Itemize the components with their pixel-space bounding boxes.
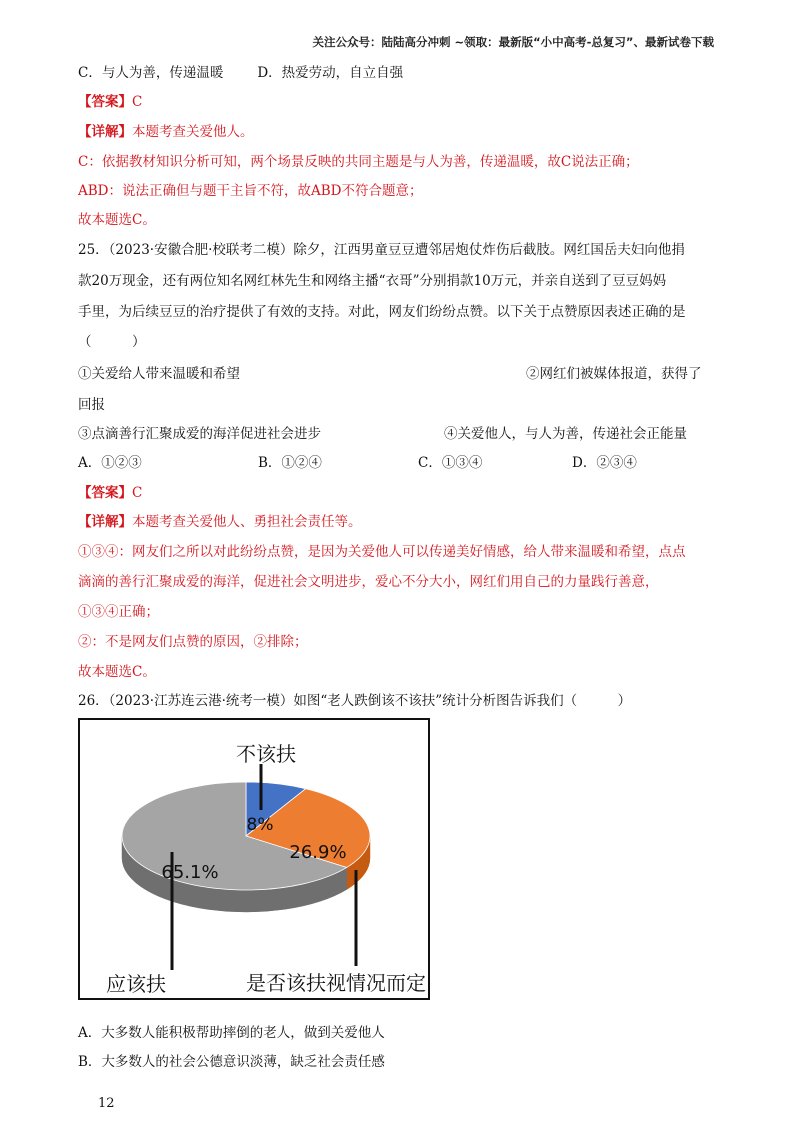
q25-conclusion: 故本题选C。 bbox=[78, 664, 156, 680]
answer-tag: 【答案】 bbox=[78, 94, 132, 110]
pie-value-label-0: 8% bbox=[246, 815, 274, 835]
q25-stem-2: 款20万现金，还有两位知名网红林先生和网络主播“衣哥”分别捐款10万元，并亲自送到了豆豆妈妈 bbox=[78, 273, 667, 289]
pie-category-label-1: 是否该扶视情况而定 bbox=[246, 971, 426, 995]
q24-options bbox=[78, 63, 403, 83]
q25-answer bbox=[78, 483, 142, 503]
q25-item-4: ④关爱他人，与人为善，传递社会正能量 bbox=[444, 426, 687, 442]
answer-value: C bbox=[132, 94, 143, 110]
answer-value: C bbox=[132, 485, 143, 501]
q25-blank: （ ） bbox=[78, 334, 146, 350]
q26-option-b: B．大多数人的社会公德意识淡薄，缺乏社会责任感 bbox=[78, 1054, 385, 1070]
pie-category-label-2: 应该扶 bbox=[106, 972, 166, 996]
pie-category-label-0: 不该扶 bbox=[236, 742, 296, 766]
q25-item-2-cont: 回报 bbox=[78, 397, 105, 413]
page-number: 12 bbox=[98, 1096, 115, 1111]
detail-tag: 【详解】 bbox=[78, 514, 132, 530]
q24-conclusion: 故本题选C。 bbox=[78, 212, 156, 228]
q25-item-3: ③点滴善行汇聚成爱的海洋促进社会进步 bbox=[78, 426, 321, 442]
q25-analysis-1: ①③④：网友们之所以对此纷纷点赞，是因为关爱他人可以传递美好情感，给人带来温暖和希望，点点 bbox=[78, 544, 686, 560]
pie-value-label-1: 26.9% bbox=[289, 842, 347, 863]
q25-option-d: D．②③④ bbox=[572, 455, 637, 471]
page-header: 关注公众号：陆陆高分冲刺 ~领取：最新版“小中高考-总复习”、最新试卷下载 bbox=[312, 35, 714, 49]
pie-chart bbox=[78, 718, 430, 1000]
detail-text: 本题考查关爱他人、勇担社会责任等。 bbox=[132, 514, 362, 530]
q25-item-1: ①关爱给人带来温暖和希望 bbox=[78, 366, 240, 382]
q25-stem-1: 25．（2023·安徽合肥·校联考二模）除夕，江西男童豆豆遭邻居炮仗炸伤后截肢。网红国岳夫妇向他捐 bbox=[78, 242, 685, 258]
q26-option-a: A．大多数人能积极帮助摔倒的老人，做到关爱他人 bbox=[78, 1025, 385, 1041]
q26-stem: 26．（2023·江苏连云港·统考一模）如图“老人跌倒该不该扶”统计分析图告诉我们（ ） bbox=[78, 693, 632, 709]
q24-option-c: C．与人为善，传递温暖 bbox=[78, 65, 224, 81]
q25-stem-3: 手里，为后续豆豆的治疗提供了有效的支持。对此，网友们纷纷点赞。以下关于点赞原因表述正确的是 bbox=[78, 304, 686, 320]
q24-analysis-2: ABD：说法正确但与题干主旨不符，故ABD不符合题意； bbox=[78, 183, 423, 199]
detail-text: 本题考查关爱他人。 bbox=[132, 124, 254, 140]
q25-item-2: ②网红们被媒体报道，获得了 bbox=[526, 366, 702, 382]
q25-option-b: B．①②④ bbox=[258, 455, 322, 471]
q24-detail bbox=[78, 122, 254, 142]
q24-analysis-1: C：依据教材知识分析可知，两个场景反映的共同主题是与人为善，传递温暖，故C说法正确； bbox=[78, 154, 639, 170]
pie-value-label-2: 65.1% bbox=[161, 862, 219, 883]
q24-option-d: D．热爱劳动，自立自强 bbox=[257, 65, 404, 81]
q25-analysis-2: 滴滴的善行汇聚成爱的海洋，促进社会文明进步，爱心不分大小，网红们用自己的力量践行善意， bbox=[78, 574, 659, 590]
q25-detail bbox=[78, 512, 362, 532]
answer-tag: 【答案】 bbox=[78, 485, 132, 501]
q25-option-a: A．①②③ bbox=[78, 455, 142, 471]
q24-answer bbox=[78, 92, 142, 112]
q25-analysis-4: ②：不是网友们点赞的原因，②排除； bbox=[78, 634, 308, 650]
q25-analysis-3: ①③④正确； bbox=[78, 604, 159, 620]
pie-chart-svg bbox=[80, 720, 432, 1002]
detail-tag: 【详解】 bbox=[78, 124, 132, 140]
q25-option-c: C．①③④ bbox=[418, 455, 483, 471]
